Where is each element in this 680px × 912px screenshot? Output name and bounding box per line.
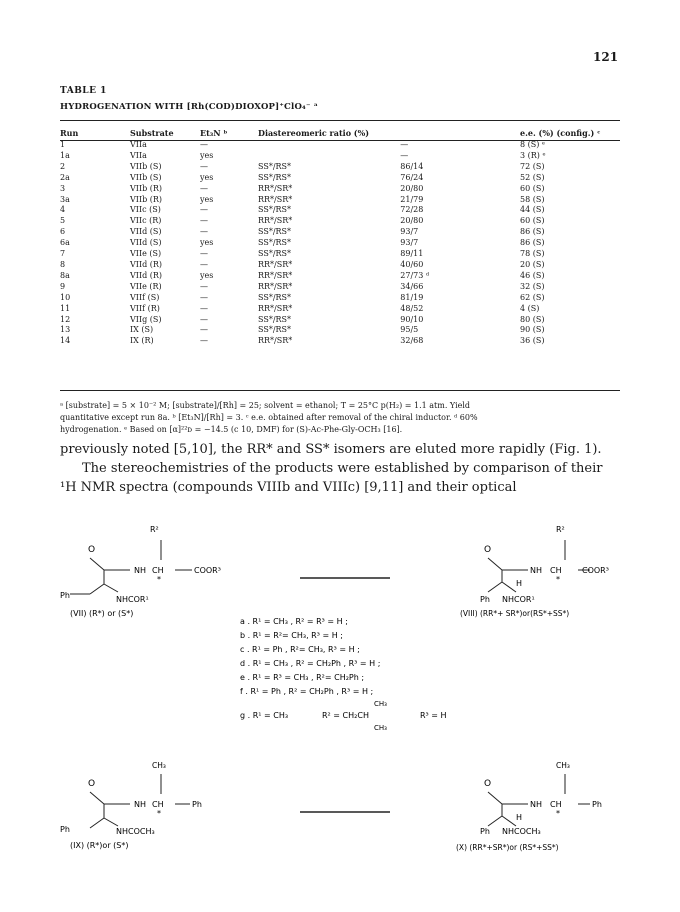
o-atom: O	[484, 779, 492, 789]
ph-label: Ph	[60, 591, 70, 600]
cell-config	[258, 140, 400, 151]
cell-ee: 60 (S)	[520, 183, 545, 193]
cell-ee: 62 (S)	[520, 292, 545, 302]
cell-ratio: 93/7	[400, 227, 419, 237]
cell-et3n: —	[200, 336, 208, 346]
cell-config: SS*/RS*	[258, 172, 292, 182]
cell-ee: 52 (S)	[520, 172, 545, 182]
cell-config: SS*/RS*	[258, 325, 292, 335]
cell-ratio: 89/11	[400, 249, 424, 259]
substituent-c: c . R¹ = Ph , R²= CH₃, R³ = H ;	[240, 645, 360, 654]
cell-substrate: VIIb (S)	[130, 172, 162, 182]
header-run: Run	[60, 128, 79, 138]
coor3-label: COOR³	[194, 566, 221, 575]
ch-label: CH	[550, 800, 562, 809]
o-atom: O	[88, 779, 96, 789]
viii-label: (VIII) (RR*+ SR*)or(RS*+SS*)	[460, 609, 570, 618]
ch-label: CH	[152, 800, 164, 809]
table-row	[60, 173, 620, 184]
cell-config: RR*/SR*	[258, 216, 293, 226]
coor3-label: COOR³	[582, 566, 609, 575]
cell-config: SS*/RS*	[258, 205, 292, 215]
ch3-label: CH₃	[152, 761, 166, 770]
table-row	[60, 205, 620, 216]
stereo-star: *	[157, 575, 161, 584]
cell-ee: 58 (S)	[520, 194, 545, 204]
cell-config: RR*/SR*	[258, 303, 293, 313]
cell-substrate: VIId (R)	[130, 259, 163, 269]
ph-label: Ph	[60, 825, 70, 834]
cell-ee: 44 (S)	[520, 205, 545, 215]
substituent-g-ch3-top: CH₃	[374, 700, 387, 708]
table-row	[60, 195, 620, 206]
cell-ratio: 34/66	[400, 281, 424, 291]
cell-et3n: —	[200, 325, 208, 335]
nhcoch3-label: NHCOCH₃	[502, 827, 541, 836]
cell-substrate: IX (R)	[130, 336, 154, 346]
cell-run: 1	[60, 140, 66, 149]
ph-label: Ph	[480, 827, 490, 836]
substituent-g-ch3-bot: CH₃	[374, 724, 387, 732]
cell-config: RR*/SR*	[258, 194, 293, 204]
ph-label: Ph	[192, 800, 202, 809]
cell-run: 6a	[60, 238, 70, 248]
cell-et3n: —	[200, 183, 208, 193]
cell-ee: 8 (S) ᵉ	[520, 140, 545, 149]
nh-label: NH	[530, 800, 542, 809]
cell-config	[258, 151, 400, 162]
cell-substrate: VIIe (R)	[130, 281, 162, 291]
footnote-line: hydrogenation. ᵉ Based on [α]²²ᴅ = −14.5 (c 10, DMF) for (S)-Ac-Phe-Gly-OCH₃ [16].	[60, 425, 403, 434]
table-row	[60, 140, 620, 151]
hydrogenation-table	[60, 126, 620, 347]
substituent-e: e . R¹ = R³ = CH₃ , R²= CH₂Ph ;	[240, 673, 365, 682]
table-caption: HYDROGENATION WITH [Rh(COD)DIOXOP]⁺ClO₄⁻ ᵃ	[60, 102, 318, 112]
cell-ee: 86 (S)	[520, 227, 545, 237]
body-paragraph: The stereochemistries of the products were established by comparison of their ¹H NMR spectra (compounds VIIIb and VIIIc) [9,11] and their optical	[60, 461, 603, 495]
cell-et3n: —	[200, 140, 208, 149]
cell-substrate: VIId (S)	[130, 238, 162, 248]
cell-et3n: —	[200, 249, 208, 259]
cell-ratio: 48/52	[400, 303, 424, 313]
cell-ee: 80 (S)	[520, 314, 545, 324]
body-text	[60, 440, 620, 497]
x-label: (X) (RR*+SR*)or (RS*+SS*)	[456, 843, 559, 852]
cell-ratio: 20/80	[400, 216, 424, 226]
cell-run: 8a	[60, 270, 70, 280]
cell-substrate: VIId (R)	[130, 270, 163, 280]
cell-run: 7	[60, 249, 66, 259]
table-row	[60, 249, 620, 260]
cell-run: 11	[60, 303, 71, 313]
cell-substrate: IX (S)	[130, 325, 154, 335]
cell-et3n: yes	[200, 238, 214, 248]
cell-et3n: yes	[200, 194, 214, 204]
cell-run: 2	[60, 161, 66, 171]
cell-et3n: —	[200, 227, 208, 237]
cell-ratio: 90/10	[400, 314, 424, 324]
cell-run: 5	[60, 216, 66, 226]
cell-config: SS*/RS*	[258, 292, 292, 302]
cell-config: SS*/RS*	[258, 161, 292, 171]
table-row	[60, 336, 620, 347]
cell-config: RR*/SR*	[258, 183, 293, 193]
nh-label: NH	[134, 800, 146, 809]
o-atom: O	[88, 545, 96, 555]
cell-ratio: —	[400, 140, 409, 149]
cell-substrate: VIIf (S)	[130, 292, 160, 302]
cell-ratio: 20/80	[400, 183, 424, 193]
r2-label: R²	[150, 525, 159, 534]
cell-substrate: VIIc (S)	[130, 205, 161, 215]
cell-substrate: VIIg (S)	[130, 314, 162, 324]
cell-ee: 46 (S)	[520, 270, 545, 280]
stereo-star: *	[556, 809, 560, 818]
ch-label: CH	[152, 566, 164, 575]
reaction-scheme	[60, 520, 620, 900]
table-row	[60, 216, 620, 227]
cell-et3n: —	[200, 292, 208, 302]
cell-ratio: 32/68	[400, 336, 424, 346]
ix-label: (IX) (R*)or (S*)	[70, 841, 129, 850]
table-row	[60, 293, 620, 304]
table-bottom-rule	[60, 390, 620, 391]
h-label: H	[516, 579, 523, 588]
table-row	[60, 304, 620, 315]
ch3-label: CH₃	[556, 761, 570, 770]
cell-ee: 90 (S)	[520, 325, 545, 335]
table-footnotes	[60, 400, 620, 436]
cell-ee: 78 (S)	[520, 249, 545, 259]
cell-substrate: VIIa	[130, 150, 147, 160]
footnote-line: ᵃ [substrate] = 5 × 10⁻² M; [substrate]/[Rh] = 25; solvent = ethanol; T = 25°C p(H₂) = 1.1 atm. Yield	[60, 401, 471, 410]
stereo-star: *	[556, 575, 560, 584]
cell-substrate: VIIb (R)	[130, 194, 163, 204]
table-body	[60, 140, 620, 347]
substituent-f: f . R¹ = Ph , R² = CH₂Ph , R³ = H ;	[240, 687, 374, 696]
substituent-g-r3: R³ = H	[420, 711, 447, 720]
stereo-star: *	[157, 809, 161, 818]
substituent-d: d . R¹ = CH₃ , R² = CH₂Ph , R³ = H ;	[240, 659, 381, 668]
o-atom: O	[484, 545, 492, 555]
cell-substrate: VIId (S)	[130, 227, 162, 237]
cell-et3n: —	[200, 161, 208, 171]
header-ee: e.e. (%) (config.) ᶜ	[520, 128, 601, 138]
cell-et3n: —	[200, 303, 208, 313]
table-row	[60, 227, 620, 238]
cell-run: 3	[60, 183, 66, 193]
footnote-line: quantitative except run 8a. ᵇ [Et₃N]/[Rh] = 3. ᶜ e.e. obtained after removal of the chiral inductor. ᵈ 60%	[60, 413, 478, 422]
table-row	[60, 162, 620, 173]
cell-et3n: —	[200, 281, 208, 291]
cell-run: 14	[60, 336, 71, 346]
cell-et3n: —	[200, 205, 208, 215]
cell-et3n: —	[200, 314, 208, 324]
cell-config: RR*/SR*	[258, 336, 293, 346]
header-ratio: Diastereomeric ratio (%)	[258, 128, 369, 138]
cell-ee: 4 (S)	[520, 303, 540, 313]
cell-et3n: —	[200, 216, 208, 226]
cell-config: RR*/SR*	[258, 281, 293, 291]
cell-run: 2a	[60, 172, 70, 182]
cell-config: SS*/RS*	[258, 238, 292, 248]
cell-ratio: —	[400, 150, 409, 160]
table-row	[60, 271, 620, 282]
cell-ratio: 72/28	[400, 205, 424, 215]
table-row	[60, 282, 620, 293]
cell-run: 6	[60, 227, 66, 237]
table-row	[60, 151, 620, 162]
cell-config: RR*/SR*	[258, 259, 293, 269]
cell-substrate: VIIc (R)	[130, 216, 162, 226]
cell-run: 13	[60, 325, 71, 335]
cell-substrate: VIIb (R)	[130, 183, 163, 193]
cell-et3n: yes	[200, 150, 214, 160]
body-paragraph: previously noted [5,10], the RR* and SS* isomers are eluted more rapidly (Fig. 1).	[60, 442, 602, 457]
cell-et3n: —	[200, 259, 208, 269]
cell-config: SS*/RS*	[258, 227, 292, 237]
cell-et3n: yes	[200, 172, 214, 182]
nh-label: NH	[530, 566, 542, 575]
substituent-g-r2: R² = CH₂CH	[322, 711, 369, 720]
cell-run: 4	[60, 205, 66, 215]
vii-label: (VII) (R*) or (S*)	[70, 609, 134, 618]
cell-ratio: 40/60	[400, 259, 424, 269]
cell-ratio: 27/73 ᵈ	[400, 270, 430, 280]
r2-label: R²	[556, 525, 565, 534]
ph-label: Ph	[480, 595, 490, 604]
nhcor1-label: NHCOR¹	[116, 595, 149, 604]
nhcoch3-label: NHCOCH₃	[116, 827, 155, 836]
cell-ee: 72 (S)	[520, 161, 545, 171]
cell-ee: 20 (S)	[520, 259, 545, 269]
cell-run: 10	[60, 292, 71, 302]
cell-ee: 3 (R) ᵉ	[520, 150, 546, 160]
cell-ee: 32 (S)	[520, 281, 545, 291]
substituent-g: g . R¹ = CH₃	[240, 711, 289, 720]
header-et3n: Et₃N ᵇ	[200, 128, 228, 138]
cell-substrate: VIIa	[130, 140, 147, 149]
cell-ratio: 93/7	[400, 238, 419, 248]
cell-run: 12	[60, 314, 71, 324]
cell-run: 3a	[60, 194, 70, 204]
table-row	[60, 238, 620, 249]
table-label: TABLE 1	[60, 86, 107, 96]
cell-run: 9	[60, 281, 66, 291]
cell-substrate: VIIe (S)	[130, 249, 162, 259]
table-row	[60, 184, 620, 195]
table-top-rule	[60, 120, 620, 121]
header-substrate: Substrate	[130, 128, 174, 138]
nh-label: NH	[134, 566, 146, 575]
substituent-a: a . R¹ = CH₃ , R² = R³ = H ;	[240, 617, 348, 626]
page-number: 121	[593, 50, 619, 64]
cell-ee: 36 (S)	[520, 336, 545, 346]
table-row	[60, 325, 620, 336]
cell-et3n: yes	[200, 270, 214, 280]
cell-ratio: 86/14	[400, 161, 424, 171]
substituent-b: b . R¹ = R²= CH₃, R³ = H ;	[240, 631, 343, 640]
nhcor1-label: NHCOR¹	[502, 595, 535, 604]
cell-ratio: 81/19	[400, 292, 424, 302]
cell-substrate: VIIb (S)	[130, 161, 162, 171]
cell-config: SS*/RS*	[258, 249, 292, 259]
cell-run: 8	[60, 259, 66, 269]
cell-ee: 60 (S)	[520, 216, 545, 226]
ph-label: Ph	[592, 800, 602, 809]
cell-ratio: 76/24	[400, 172, 424, 182]
table-row	[60, 260, 620, 271]
table-header-row	[60, 126, 620, 140]
cell-ratio: 21/79	[400, 194, 424, 204]
cell-ee: 86 (S)	[520, 238, 545, 248]
cell-ratio: 95/5	[400, 325, 419, 335]
cell-config: RR*/SR*	[258, 270, 293, 280]
cell-run: 1a	[60, 150, 70, 160]
ch-label: CH	[550, 566, 562, 575]
cell-substrate: VIIf (R)	[130, 303, 160, 313]
h-label: H	[516, 813, 523, 822]
cell-config: SS*/RS*	[258, 314, 292, 324]
table-row	[60, 315, 620, 326]
